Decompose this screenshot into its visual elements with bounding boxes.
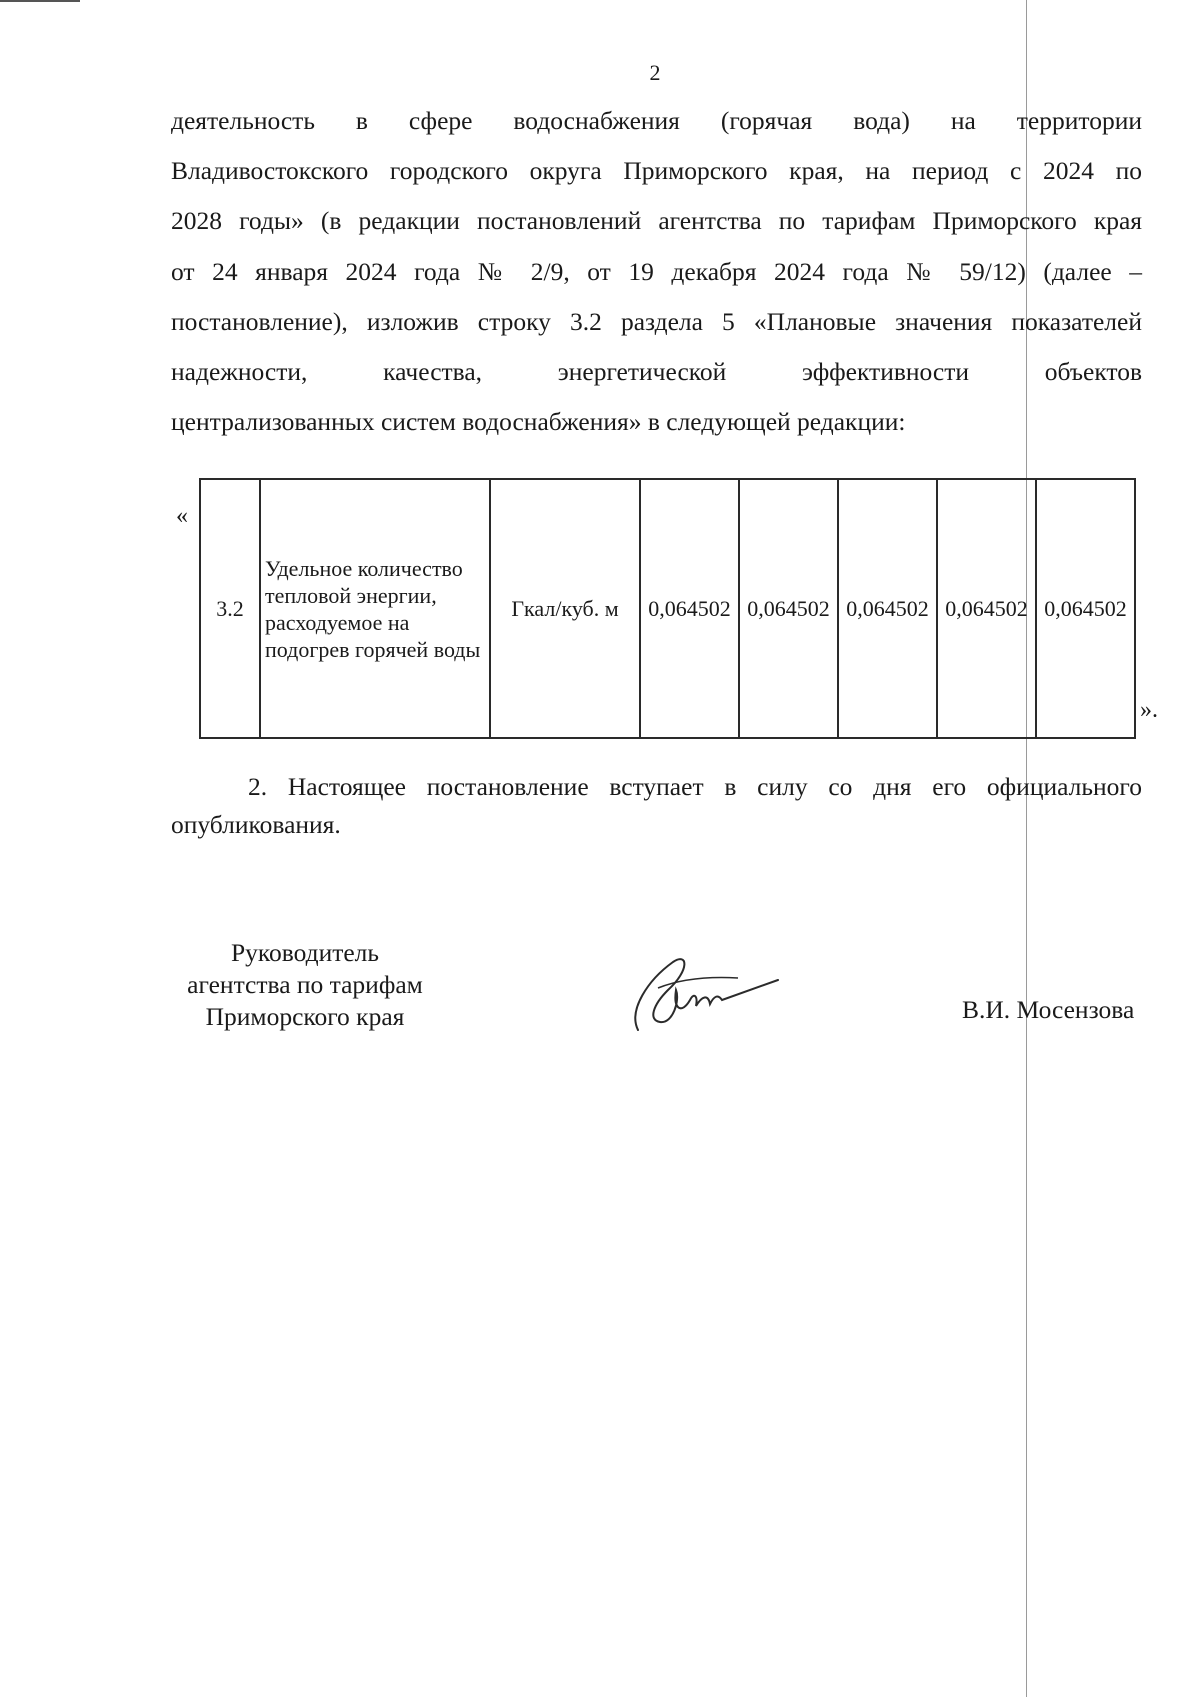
paragraph-1-line: от 24 января 2024 года № 2/9, от 19 декабря 2024 года № 59/12) (далее – [171, 256, 1142, 286]
handwritten-signature [618, 950, 788, 1040]
paragraph-1-line: надежности, качества, энергетической эффективности объектов [171, 357, 1142, 387]
paragraph-2: 2. Настоящее постановление вступает в силу со дня его официального опубликования. [171, 772, 1142, 839]
quote-open: « [176, 503, 188, 529]
paragraph-1 [171, 96, 1142, 447]
signer-position-line: агентства по тарифам [187, 970, 423, 999]
row-number-cell: 3.2 [200, 479, 260, 738]
paragraph-1-line: Владивостокского городского округа Приморского края, на период с 2024 по [171, 156, 1142, 186]
indicator-table [199, 478, 1136, 739]
signer-name: В.И. Мосензова [962, 995, 1135, 1024]
signer-position [170, 937, 440, 1033]
scan-mark [0, 0, 80, 2]
paragraph-1-line: деятельность в сфере водоснабжения (горячая вода) на территории [171, 106, 1142, 135]
page-number: 2 [649, 60, 661, 85]
value-cell: 0,064502 [838, 479, 937, 738]
signer-position-line: Приморского края [205, 1002, 405, 1031]
paragraph-1-line: централизованных систем водоснабжения» в следующей редакции: [171, 407, 906, 437]
quote-close: ». [1140, 697, 1158, 723]
value-cell: 0,064502 [1036, 479, 1135, 738]
table-row [200, 479, 1135, 738]
paragraph-1-line: 2028 годы» (в редакции постановлений агентства по тарифам Приморского края [171, 206, 1142, 236]
unit-cell: Гкал/куб. м [490, 479, 640, 738]
value-cell: 0,064502 [739, 479, 838, 738]
value-cell: 0,064502 [937, 479, 1036, 738]
paragraph-1-line: постановление), изложив строку 3.2 раздела 5 «Плановые значения показателей [171, 306, 1142, 336]
value-cell: 0,064502 [640, 479, 739, 738]
signer-position-line: Руководитель [230, 938, 380, 967]
indicator-name-cell: Удельное количество тепловой энергии, расходуемое на подогрев горячей воды [260, 479, 490, 738]
